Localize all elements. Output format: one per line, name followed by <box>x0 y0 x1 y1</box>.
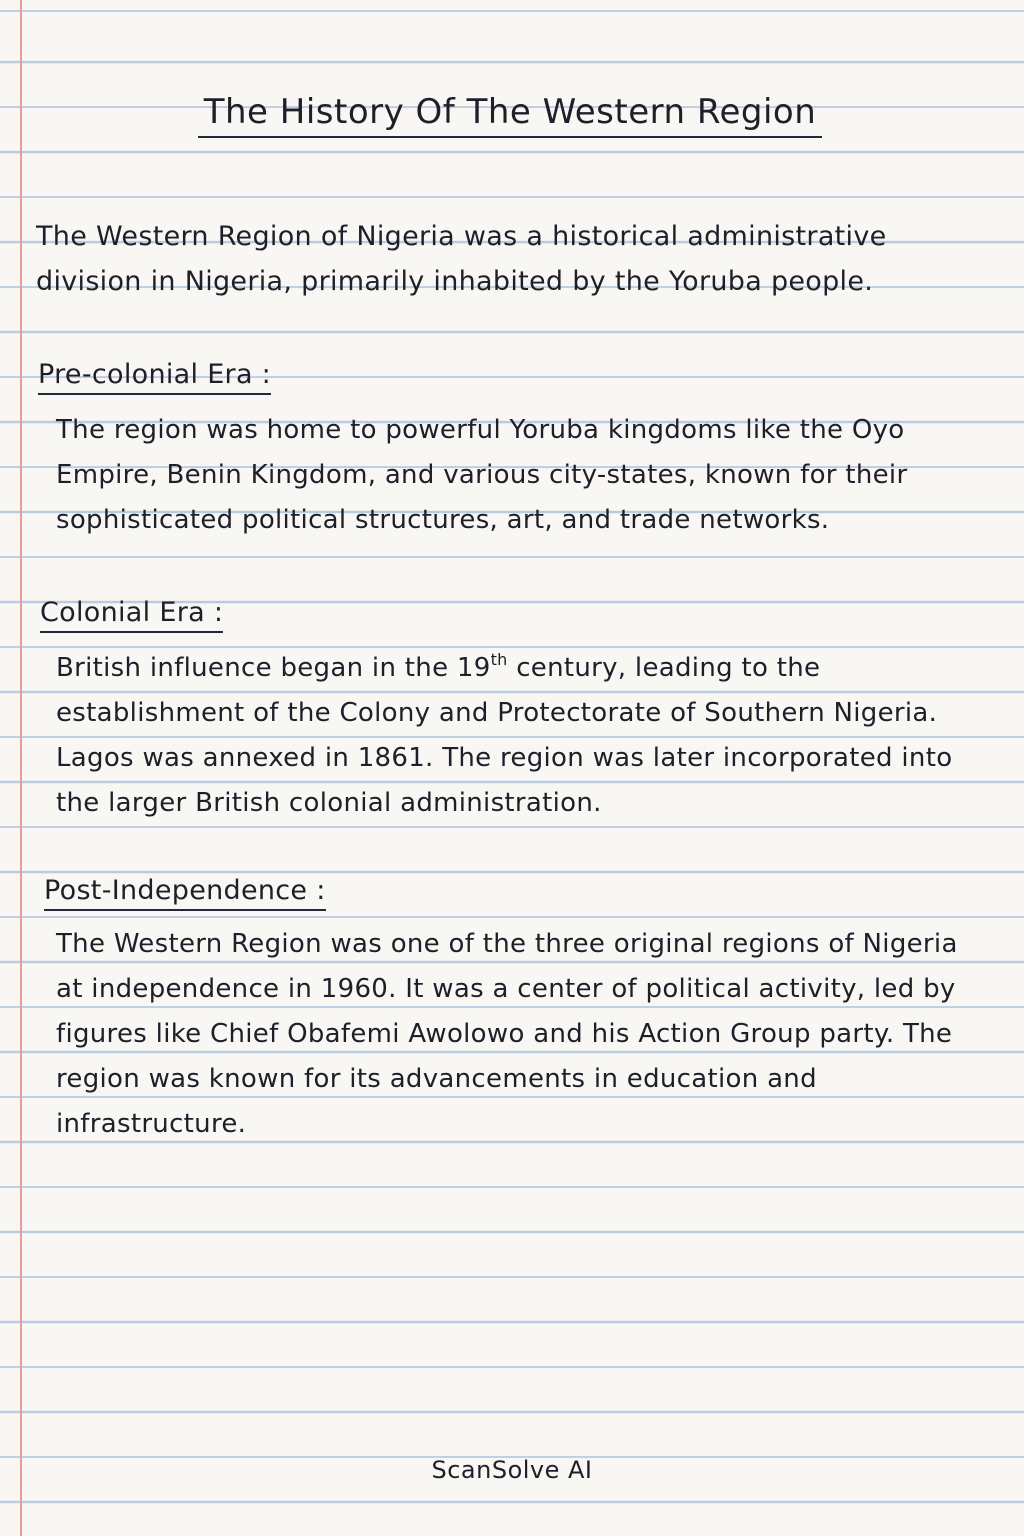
footer-watermark: ScanSolve AI <box>431 1456 593 1484</box>
section-body-colonial <box>56 646 981 826</box>
section-heading-post-independence: Post-Independence : <box>44 874 326 911</box>
page-title <box>140 92 880 132</box>
colonial-text-part-1: British influence began in the 19 <box>56 653 491 683</box>
section-heading-pre-colonial: Pre-colonial Era : <box>38 358 271 395</box>
colonial-text-part-2: century, leading to the establishment of the Colony and Protectorate of Southern Nigeria. Lagos was annexed in 1861. The region was later incorporated into the larger British colonial administration. <box>56 653 953 818</box>
section-body-pre-colonial: The region was home to powerful Yoruba kingdoms like the Oyo Empire, Benin Kingdom, and various city-states, known for their sophisticated political structures, art, and trade networks. <box>56 415 908 535</box>
superscript-th: th <box>490 650 508 669</box>
margin-line <box>20 0 22 1536</box>
page-title-text: The History Of The Western Region <box>198 92 823 138</box>
section-heading-colonial: Colonial Era : <box>40 596 223 633</box>
intro-paragraph: The Western Region of Nigeria was a historical administrative division in Nigeria, primarily inhabited by the Yoruba people. <box>36 221 887 297</box>
section-body-post-independence: The Western Region was one of the three original regions of Nigeria at independence in 1960. It was a center of political activity, led by figures like Chief Obafemi Awolowo and his Action Group party. The region was known for its advancements in education and infrastructure. <box>56 929 958 1139</box>
